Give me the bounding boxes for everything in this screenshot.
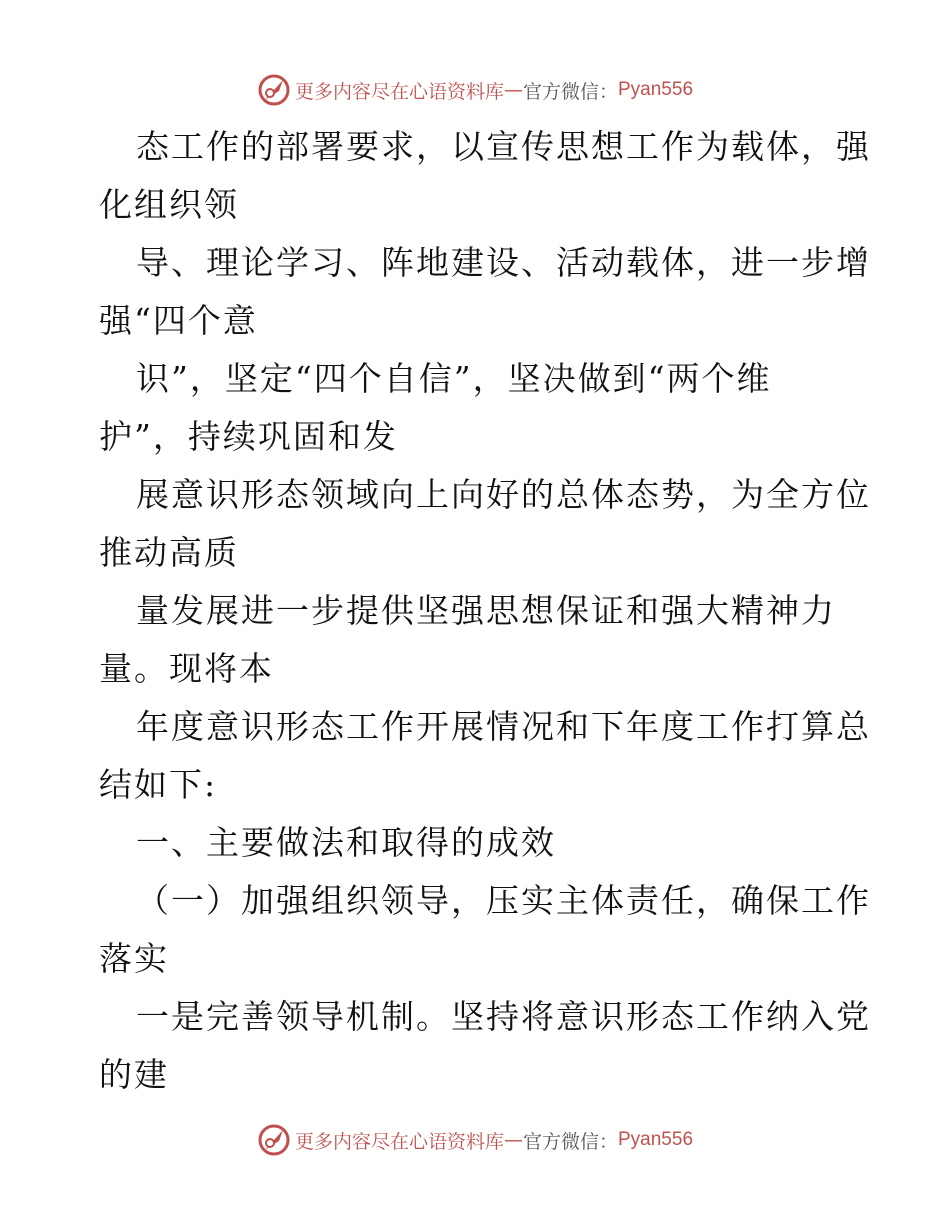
text-line: 量。现将本	[99, 649, 274, 688]
banner-wechat-label: 官方微信：	[522, 1130, 618, 1153]
banner-wechat-id: Pyan556	[618, 1129, 694, 1150]
quill-logo-icon	[257, 73, 291, 107]
footer-banner	[0, 1120, 950, 1160]
text-line: 的建	[99, 1055, 169, 1094]
text-line: 推动高质	[99, 533, 239, 572]
text-line: 护”，持续巩固和发	[99, 417, 398, 456]
text-line: 年度意识形态工作开展情况和下年度工作打算总	[136, 707, 871, 746]
banner-site-text: 更多内容尽在心语资料库	[294, 80, 504, 103]
text-line: 落实	[99, 939, 169, 978]
section-heading: 一、主要做法和取得的成效	[136, 823, 556, 862]
text-line: 强“四个意	[99, 301, 258, 340]
text-line: 量发展进一步提供坚强思想保证和强大精神力	[136, 591, 836, 630]
text-line: 识”，坚定“四个自信”，坚决做到“两个维	[136, 359, 772, 398]
banner-dash: —	[503, 79, 523, 101]
banner-wechat-label: 官方微信：	[522, 80, 618, 103]
banner-dash: —	[503, 1129, 523, 1151]
text-line: 态工作的部署要求，以宣传思想工作为载体，强	[136, 127, 871, 166]
quill-logo-icon	[257, 1123, 291, 1157]
banner-wechat-id: Pyan556	[618, 79, 694, 100]
text-line: 化组织领	[99, 185, 239, 224]
text-line: 结如下:	[99, 765, 218, 804]
text-line: 导、理论学习、阵地建设、活动载体，进一步增	[136, 243, 871, 282]
text-line: 一是完善领导机制。坚持将意识形态工作纳入党	[136, 997, 871, 1036]
subsection-heading: （一）加强组织领导，压实主体责任，确保工作	[136, 881, 871, 920]
document-body	[99, 118, 871, 1104]
header-banner	[0, 70, 950, 110]
text-line: 展意识形态领域向上向好的总体态势，为全方位	[136, 475, 871, 514]
banner-site-text: 更多内容尽在心语资料库	[294, 1130, 504, 1153]
